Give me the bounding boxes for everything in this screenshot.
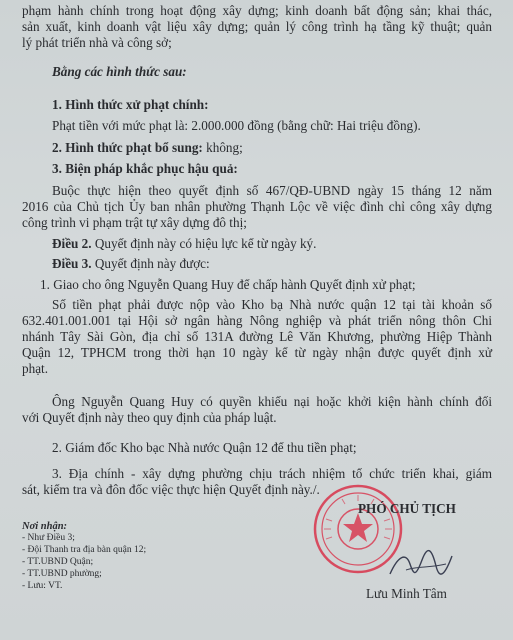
fine-amount-text: Phạt tiền với mức phạt là: 2.000.000 đồng (bằng chữ: Hai triệu đồng).	[52, 118, 421, 133]
section-2-line	[52, 140, 243, 156]
payment-line-4: Quận 12, TPHCM trong thời hạn 10 ngày kể từ ngày nhận được quyết định xử	[22, 345, 492, 360]
payment-line-1: Số tiền phạt phải được nộp vào Kho bạ Nhà nước quận 12 tại tài khoản số	[52, 297, 492, 312]
payment-line-2: 632.401.001.001 tại Hội sở ngân hàng Nông nghiệp và phát triển nông thôn Chi	[22, 313, 492, 328]
signer-name: Lưu Minh Tâm	[366, 586, 447, 601]
remedy-line-3: công trình vi phạm trật tự xây dựng đô thị;	[22, 215, 247, 230]
recipient-1: - Như Điều 3;	[22, 533, 75, 543]
article-2-label: Điều 2.	[52, 236, 92, 251]
article-3-text: Quyết định này được:	[91, 256, 210, 271]
item-1: 1. Giao cho ông Nguyễn Quang Huy để chấp hành Quyết định xử phạt;	[40, 277, 416, 292]
section-2-heading: 2. Hình thức phạt bổ sung:	[52, 140, 203, 155]
payment-line-3: nhánh Tây Sài Gòn, địa chỉ số 131A đường Lê Văn Khương, phường Hiệp Thành	[22, 329, 492, 344]
recipient-5: - Lưu: VT.	[22, 581, 63, 591]
complaint-line-2: với Quyết định này theo quy định của pháp luật.	[22, 410, 277, 425]
article-2-text: Quyết định này có hiệu lực kể từ ngày ký.	[91, 236, 317, 251]
intro-line-3: lý phát triển nhà và công sở;	[22, 35, 172, 50]
remedy-line-1: Buộc thực hiện theo quyết định số 467/QĐ-UBND ngày 15 tháng 12 năm	[52, 183, 492, 198]
item-2: 2. Giám đốc Kho bạc Nhà nước Quận 12 để thu tiền phạt;	[52, 440, 357, 455]
article-2	[52, 236, 316, 252]
item-3-line-1: 3. Địa chính - xây dựng phường chịu trách nhiệm tổ chức triển khai, giám	[52, 466, 492, 481]
intro-line-2: sản xuất, kinh doanh vật liệu xây dựng; quản lý công trình hạ tầng kỹ thuật; quản	[22, 19, 492, 34]
recipient-2: - Đội Thanh tra địa bàn quận 12;	[22, 545, 147, 555]
payment-line-5: phạt.	[22, 361, 49, 376]
article-3-label: Điều 3.	[52, 256, 92, 271]
complaint-line-1: Ông Nguyễn Quang Huy có quyền khiếu nại hoặc khởi kiện hành chính đối	[52, 394, 492, 409]
recipient-3: - TT.UBND Quận;	[22, 557, 94, 567]
forms-heading: Bằng các hình thức sau:	[52, 64, 187, 79]
section-2-value: không;	[202, 140, 243, 155]
remedy-line-2: 2016 của Chủ tịch Ủy ban nhân phường Thạnh Lộc về việc đình chỉ công xây dựng	[22, 199, 492, 214]
item-3-line-2: sát, kiểm tra và đôn đốc việc thực hiện Quyết định này./.	[22, 482, 320, 497]
article-3	[52, 256, 210, 272]
section-1-heading: 1. Hình thức xử phạt chính:	[52, 97, 209, 112]
signer-title: PHÓ CHỦ TỊCH	[358, 501, 456, 516]
section-3-heading: 3. Biện pháp khắc phục hậu quả:	[52, 161, 238, 176]
recipients-title: Nơi nhận:	[22, 521, 68, 532]
signature-icon	[386, 546, 456, 582]
intro-line-1: phạm hành chính trong hoạt động xây dựng; kinh doanh bất động sản; khai thác,	[22, 3, 492, 18]
recipient-4: - TT.UBND phường;	[22, 569, 102, 579]
